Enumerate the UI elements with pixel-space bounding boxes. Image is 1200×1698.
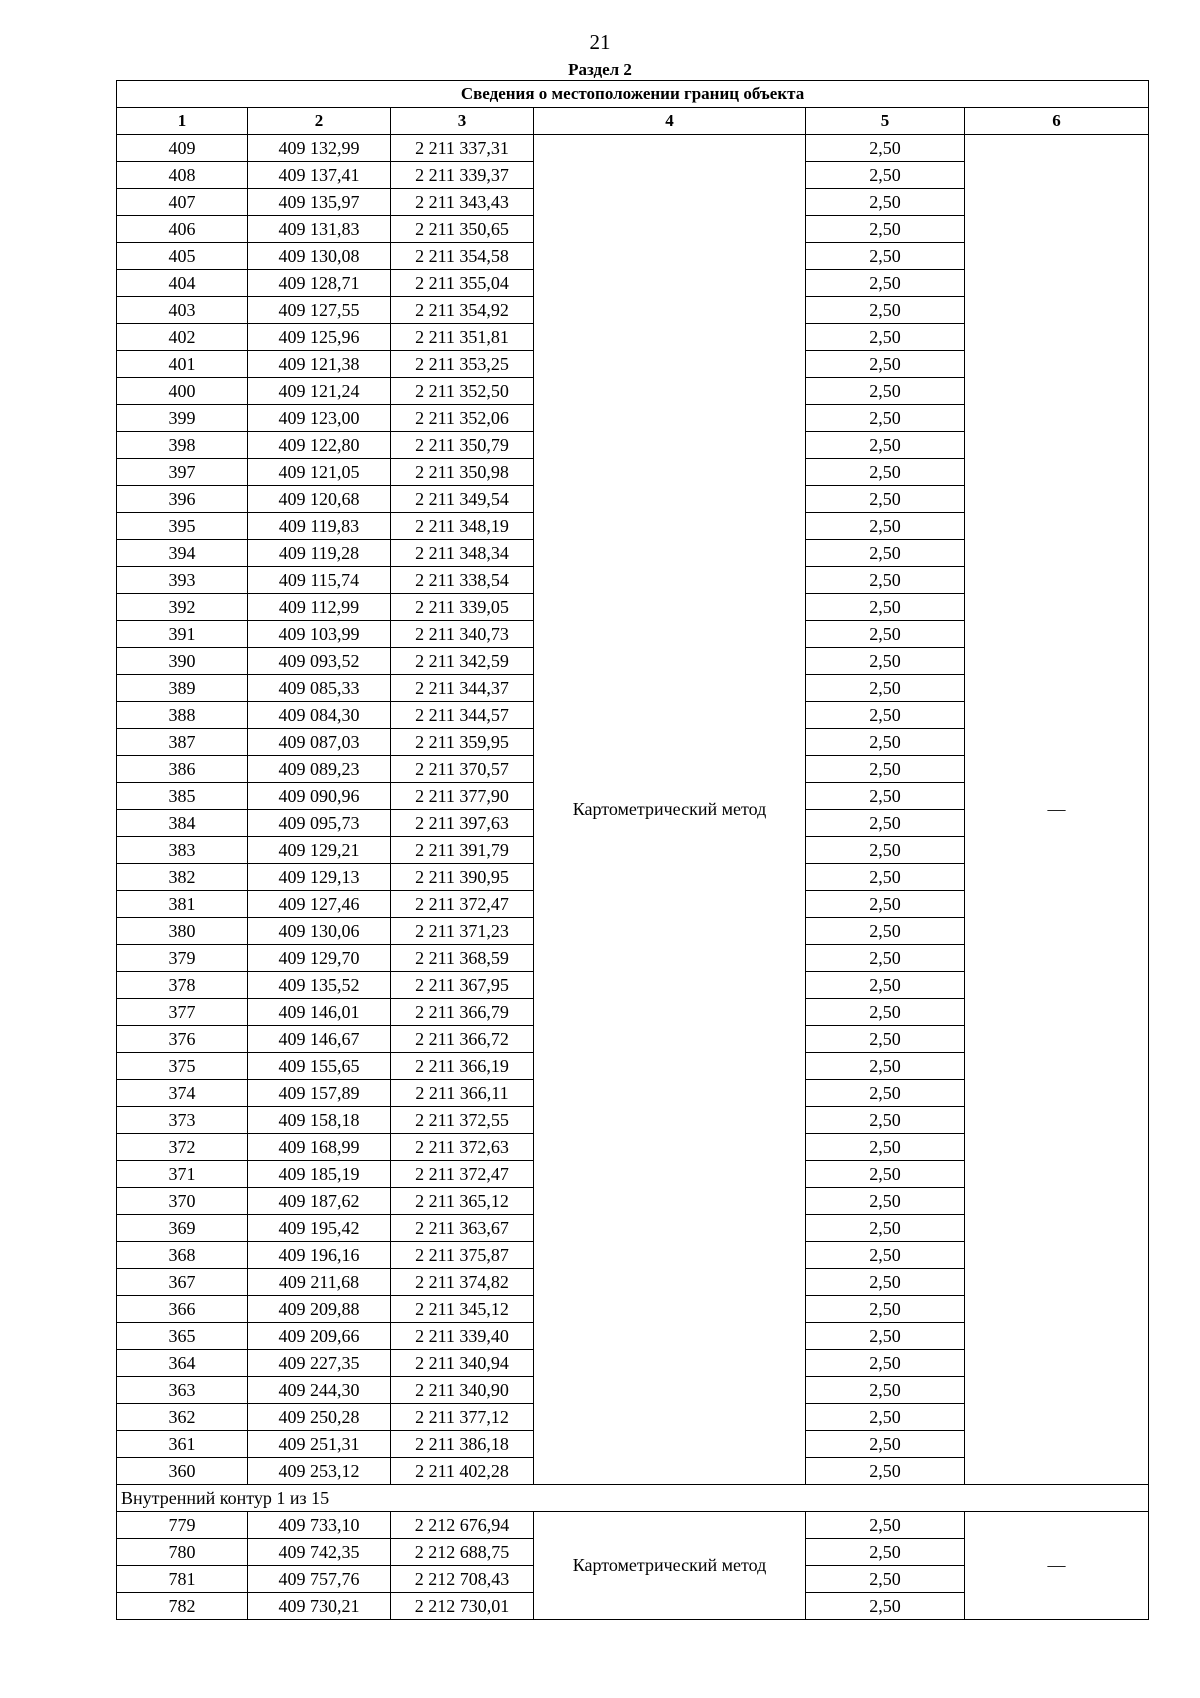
accuracy-cell: 2,50 (806, 189, 965, 216)
point-number-cell: 390 (117, 648, 248, 675)
y-coordinate-cell: 2 211 365,12 (391, 1188, 534, 1215)
x-coordinate-cell: 409 121,05 (248, 459, 391, 486)
point-number-cell: 402 (117, 324, 248, 351)
y-coordinate-cell: 2 212 730,01 (391, 1593, 534, 1620)
x-coordinate-cell: 409 130,06 (248, 918, 391, 945)
point-number-cell: 376 (117, 1026, 248, 1053)
accuracy-cell: 2,50 (806, 1404, 965, 1431)
accuracy-cell: 2,50 (806, 1566, 965, 1593)
point-number-cell: 386 (117, 756, 248, 783)
accuracy-cell: 2,50 (806, 729, 965, 756)
y-coordinate-cell: 2 212 708,43 (391, 1566, 534, 1593)
point-number-cell: 382 (117, 864, 248, 891)
x-coordinate-cell: 409 130,08 (248, 243, 391, 270)
x-coordinate-cell: 409 251,31 (248, 1431, 391, 1458)
accuracy-cell: 2,50 (806, 459, 965, 486)
accuracy-cell: 2,50 (806, 270, 965, 297)
point-number-cell: 781 (117, 1566, 248, 1593)
accuracy-cell: 2,50 (806, 1431, 965, 1458)
point-number-cell: 363 (117, 1377, 248, 1404)
accuracy-cell: 2,50 (806, 621, 965, 648)
y-coordinate-cell: 2 211 371,23 (391, 918, 534, 945)
point-number-cell: 361 (117, 1431, 248, 1458)
x-coordinate-cell: 409 195,42 (248, 1215, 391, 1242)
x-coordinate-cell: 409 227,35 (248, 1350, 391, 1377)
point-number-cell: 369 (117, 1215, 248, 1242)
y-coordinate-cell: 2 211 339,40 (391, 1323, 534, 1350)
point-number-cell: 372 (117, 1134, 248, 1161)
method-cell: Картометрический метод (534, 1512, 806, 1620)
x-coordinate-cell: 409 112,99 (248, 594, 391, 621)
point-number-cell: 406 (117, 216, 248, 243)
point-number-cell: 399 (117, 405, 248, 432)
x-coordinate-cell: 409 155,65 (248, 1053, 391, 1080)
y-coordinate-cell: 2 211 344,57 (391, 702, 534, 729)
boundary-coordinates-table (116, 80, 1149, 1620)
x-coordinate-cell: 409 127,55 (248, 297, 391, 324)
point-number-cell: 403 (117, 297, 248, 324)
accuracy-cell: 2,50 (806, 1134, 965, 1161)
accuracy-cell: 2,50 (806, 810, 965, 837)
x-coordinate-cell: 409 158,18 (248, 1107, 391, 1134)
table-caption: Сведения о местоположении границ объекта (117, 81, 1149, 108)
point-number-cell: 370 (117, 1188, 248, 1215)
x-coordinate-cell: 409 095,73 (248, 810, 391, 837)
point-number-cell: 409 (117, 135, 248, 162)
accuracy-cell: 2,50 (806, 405, 965, 432)
point-number-cell: 405 (117, 243, 248, 270)
accuracy-cell: 2,50 (806, 1458, 965, 1485)
y-coordinate-cell: 2 211 353,25 (391, 351, 534, 378)
accuracy-cell: 2,50 (806, 1512, 965, 1539)
point-number-cell: 375 (117, 1053, 248, 1080)
accuracy-cell: 2,50 (806, 1377, 965, 1404)
accuracy-cell: 2,50 (806, 351, 965, 378)
y-coordinate-cell: 2 211 342,59 (391, 648, 534, 675)
x-coordinate-cell: 409 089,23 (248, 756, 391, 783)
accuracy-cell: 2,50 (806, 1539, 965, 1566)
accuracy-cell: 2,50 (806, 432, 965, 459)
y-coordinate-cell: 2 211 345,12 (391, 1296, 534, 1323)
y-coordinate-cell: 2 211 350,98 (391, 459, 534, 486)
point-number-cell: 371 (117, 1161, 248, 1188)
y-coordinate-cell: 2 211 374,82 (391, 1269, 534, 1296)
point-number-cell: 360 (117, 1458, 248, 1485)
accuracy-cell: 2,50 (806, 324, 965, 351)
accuracy-cell: 2,50 (806, 1188, 965, 1215)
column-number-1: 1 (117, 108, 248, 135)
x-coordinate-cell: 409 187,62 (248, 1188, 391, 1215)
accuracy-cell: 2,50 (806, 648, 965, 675)
accuracy-cell: 2,50 (806, 243, 965, 270)
column-number-2: 2 (248, 108, 391, 135)
point-number-cell: 404 (117, 270, 248, 297)
x-coordinate-cell: 409 168,99 (248, 1134, 391, 1161)
x-coordinate-cell: 409 128,71 (248, 270, 391, 297)
x-coordinate-cell: 409 742,35 (248, 1539, 391, 1566)
y-coordinate-cell: 2 211 349,54 (391, 486, 534, 513)
point-number-cell: 396 (117, 486, 248, 513)
y-coordinate-cell: 2 212 676,94 (391, 1512, 534, 1539)
y-coordinate-cell: 2 211 337,31 (391, 135, 534, 162)
accuracy-cell: 2,50 (806, 1026, 965, 1053)
point-number-cell: 397 (117, 459, 248, 486)
x-coordinate-cell: 409 209,88 (248, 1296, 391, 1323)
y-coordinate-cell: 2 211 397,63 (391, 810, 534, 837)
point-number-cell: 374 (117, 1080, 248, 1107)
accuracy-cell: 2,50 (806, 918, 965, 945)
y-coordinate-cell: 2 211 366,19 (391, 1053, 534, 1080)
x-coordinate-cell: 409 129,70 (248, 945, 391, 972)
accuracy-cell: 2,50 (806, 1107, 965, 1134)
accuracy-cell: 2,50 (806, 378, 965, 405)
y-coordinate-cell: 2 211 366,11 (391, 1080, 534, 1107)
y-coordinate-cell: 2 211 354,92 (391, 297, 534, 324)
y-coordinate-cell: 2 211 339,05 (391, 594, 534, 621)
point-number-cell: 398 (117, 432, 248, 459)
point-number-cell: 385 (117, 783, 248, 810)
y-coordinate-cell: 2 211 351,81 (391, 324, 534, 351)
accuracy-cell: 2,50 (806, 1053, 965, 1080)
accuracy-cell: 2,50 (806, 594, 965, 621)
point-number-cell: 400 (117, 378, 248, 405)
x-coordinate-cell: 409 129,13 (248, 864, 391, 891)
point-number-cell: 401 (117, 351, 248, 378)
x-coordinate-cell: 409 196,16 (248, 1242, 391, 1269)
table-row (117, 1512, 1149, 1539)
method-cell: Картометрический метод (534, 135, 806, 1485)
x-coordinate-cell: 409 137,41 (248, 162, 391, 189)
point-number-cell: 407 (117, 189, 248, 216)
y-coordinate-cell: 2 211 367,95 (391, 972, 534, 999)
y-coordinate-cell: 2 211 372,55 (391, 1107, 534, 1134)
x-coordinate-cell: 409 146,01 (248, 999, 391, 1026)
point-number-cell: 381 (117, 891, 248, 918)
point-number-cell: 367 (117, 1269, 248, 1296)
point-number-cell: 389 (117, 675, 248, 702)
y-coordinate-cell: 2 211 386,18 (391, 1431, 534, 1458)
point-number-cell: 392 (117, 594, 248, 621)
accuracy-cell: 2,50 (806, 702, 965, 729)
x-coordinate-cell: 409 757,76 (248, 1566, 391, 1593)
outer-contour-rows (117, 135, 1149, 1485)
y-coordinate-cell: 2 211 377,90 (391, 783, 534, 810)
point-number-cell: 377 (117, 999, 248, 1026)
x-coordinate-cell: 409 135,52 (248, 972, 391, 999)
point-number-cell: 364 (117, 1350, 248, 1377)
accuracy-cell: 2,50 (806, 1323, 965, 1350)
accuracy-cell: 2,50 (806, 1080, 965, 1107)
accuracy-cell: 2,50 (806, 1242, 965, 1269)
y-coordinate-cell: 2 211 370,57 (391, 756, 534, 783)
x-coordinate-cell: 409 730,21 (248, 1593, 391, 1620)
point-number-cell: 366 (117, 1296, 248, 1323)
x-coordinate-cell: 409 123,00 (248, 405, 391, 432)
accuracy-cell: 2,50 (806, 297, 965, 324)
accuracy-cell: 2,50 (806, 162, 965, 189)
inner-contour-label: Внутренний контур 1 из 15 (117, 1485, 1149, 1512)
x-coordinate-cell: 409 131,83 (248, 216, 391, 243)
accuracy-cell: 2,50 (806, 540, 965, 567)
point-number-cell: 782 (117, 1593, 248, 1620)
accuracy-cell: 2,50 (806, 1593, 965, 1620)
accuracy-cell: 2,50 (806, 1161, 965, 1188)
point-number-cell: 378 (117, 972, 248, 999)
point-number-cell: 362 (117, 1404, 248, 1431)
point-number-cell: 388 (117, 702, 248, 729)
point-number-cell: 779 (117, 1512, 248, 1539)
point-number-cell: 373 (117, 1107, 248, 1134)
accuracy-cell: 2,50 (806, 675, 965, 702)
x-coordinate-cell: 409 253,12 (248, 1458, 391, 1485)
x-coordinate-cell: 409 209,66 (248, 1323, 391, 1350)
y-coordinate-cell: 2 211 391,79 (391, 837, 534, 864)
x-coordinate-cell: 409 185,19 (248, 1161, 391, 1188)
x-coordinate-cell: 409 157,89 (248, 1080, 391, 1107)
x-coordinate-cell: 409 250,28 (248, 1404, 391, 1431)
y-coordinate-cell: 2 211 366,79 (391, 999, 534, 1026)
x-coordinate-cell: 409 121,24 (248, 378, 391, 405)
y-coordinate-cell: 2 211 348,34 (391, 540, 534, 567)
x-coordinate-cell: 409 093,52 (248, 648, 391, 675)
x-coordinate-cell: 409 121,38 (248, 351, 391, 378)
x-coordinate-cell: 409 129,21 (248, 837, 391, 864)
y-coordinate-cell: 2 211 366,72 (391, 1026, 534, 1053)
x-coordinate-cell: 409 115,74 (248, 567, 391, 594)
x-coordinate-cell: 409 146,67 (248, 1026, 391, 1053)
y-coordinate-cell: 2 211 402,28 (391, 1458, 534, 1485)
point-number-cell: 391 (117, 621, 248, 648)
y-coordinate-cell: 2 211 344,37 (391, 675, 534, 702)
point-number-cell: 395 (117, 513, 248, 540)
point-number-cell: 408 (117, 162, 248, 189)
y-coordinate-cell: 2 211 375,87 (391, 1242, 534, 1269)
y-coordinate-cell: 2 211 363,67 (391, 1215, 534, 1242)
accuracy-cell: 2,50 (806, 783, 965, 810)
point-number-cell: 365 (117, 1323, 248, 1350)
accuracy-cell: 2,50 (806, 1296, 965, 1323)
point-number-cell: 387 (117, 729, 248, 756)
y-coordinate-cell: 2 211 352,06 (391, 405, 534, 432)
y-coordinate-cell: 2 211 350,65 (391, 216, 534, 243)
x-coordinate-cell: 409 119,83 (248, 513, 391, 540)
point-number-cell: 380 (117, 918, 248, 945)
y-coordinate-cell: 2 211 338,54 (391, 567, 534, 594)
accuracy-cell: 2,50 (806, 756, 965, 783)
x-coordinate-cell: 409 087,03 (248, 729, 391, 756)
point-number-cell: 383 (117, 837, 248, 864)
accuracy-cell: 2,50 (806, 567, 965, 594)
y-coordinate-cell: 2 211 340,73 (391, 621, 534, 648)
table-row (117, 135, 1149, 162)
inner-contour-rows (117, 1512, 1149, 1620)
column-number-5: 5 (806, 108, 965, 135)
y-coordinate-cell: 2 211 350,79 (391, 432, 534, 459)
y-coordinate-cell: 2 211 372,63 (391, 1134, 534, 1161)
point-number-cell: 393 (117, 567, 248, 594)
column-number-6: 6 (965, 108, 1149, 135)
column-number-3: 3 (391, 108, 534, 135)
page-number: 21 (589, 30, 611, 54)
y-coordinate-cell: 2 211 372,47 (391, 1161, 534, 1188)
x-coordinate-cell: 409 132,99 (248, 135, 391, 162)
y-coordinate-cell: 2 211 352,50 (391, 378, 534, 405)
x-coordinate-cell: 409 084,30 (248, 702, 391, 729)
point-number-cell: 384 (117, 810, 248, 837)
column-6-cell: — (965, 1512, 1149, 1620)
x-coordinate-cell: 409 125,96 (248, 324, 391, 351)
x-coordinate-cell: 409 211,68 (248, 1269, 391, 1296)
point-number-cell: 394 (117, 540, 248, 567)
x-coordinate-cell: 409 090,96 (248, 783, 391, 810)
point-number-cell: 780 (117, 1539, 248, 1566)
accuracy-cell: 2,50 (806, 135, 965, 162)
x-coordinate-cell: 409 085,33 (248, 675, 391, 702)
point-number-cell: 368 (117, 1242, 248, 1269)
accuracy-cell: 2,50 (806, 945, 965, 972)
accuracy-cell: 2,50 (806, 999, 965, 1026)
y-coordinate-cell: 2 212 688,75 (391, 1539, 534, 1566)
accuracy-cell: 2,50 (806, 891, 965, 918)
accuracy-cell: 2,50 (806, 1350, 965, 1377)
y-coordinate-cell: 2 211 377,12 (391, 1404, 534, 1431)
x-coordinate-cell: 409 122,80 (248, 432, 391, 459)
y-coordinate-cell: 2 211 359,95 (391, 729, 534, 756)
y-coordinate-cell: 2 211 340,94 (391, 1350, 534, 1377)
accuracy-cell: 2,50 (806, 972, 965, 999)
x-coordinate-cell: 409 135,97 (248, 189, 391, 216)
y-coordinate-cell: 2 211 343,43 (391, 189, 534, 216)
x-coordinate-cell: 409 244,30 (248, 1377, 391, 1404)
y-coordinate-cell: 2 211 355,04 (391, 270, 534, 297)
x-coordinate-cell: 409 119,28 (248, 540, 391, 567)
x-coordinate-cell: 409 103,99 (248, 621, 391, 648)
accuracy-cell: 2,50 (806, 216, 965, 243)
column-6-cell: — (965, 135, 1149, 1485)
y-coordinate-cell: 2 211 354,58 (391, 243, 534, 270)
point-number-cell: 379 (117, 945, 248, 972)
y-coordinate-cell: 2 211 390,95 (391, 864, 534, 891)
x-coordinate-cell: 409 127,46 (248, 891, 391, 918)
accuracy-cell: 2,50 (806, 864, 965, 891)
accuracy-cell: 2,50 (806, 1269, 965, 1296)
accuracy-cell: 2,50 (806, 837, 965, 864)
x-coordinate-cell: 409 733,10 (248, 1512, 391, 1539)
accuracy-cell: 2,50 (806, 1215, 965, 1242)
accuracy-cell: 2,50 (806, 486, 965, 513)
section-title: Раздел 2 (568, 60, 632, 79)
y-coordinate-cell: 2 211 340,90 (391, 1377, 534, 1404)
accuracy-cell: 2,50 (806, 513, 965, 540)
y-coordinate-cell: 2 211 348,19 (391, 513, 534, 540)
column-number-4: 4 (534, 108, 806, 135)
y-coordinate-cell: 2 211 339,37 (391, 162, 534, 189)
y-coordinate-cell: 2 211 372,47 (391, 891, 534, 918)
x-coordinate-cell: 409 120,68 (248, 486, 391, 513)
y-coordinate-cell: 2 211 368,59 (391, 945, 534, 972)
